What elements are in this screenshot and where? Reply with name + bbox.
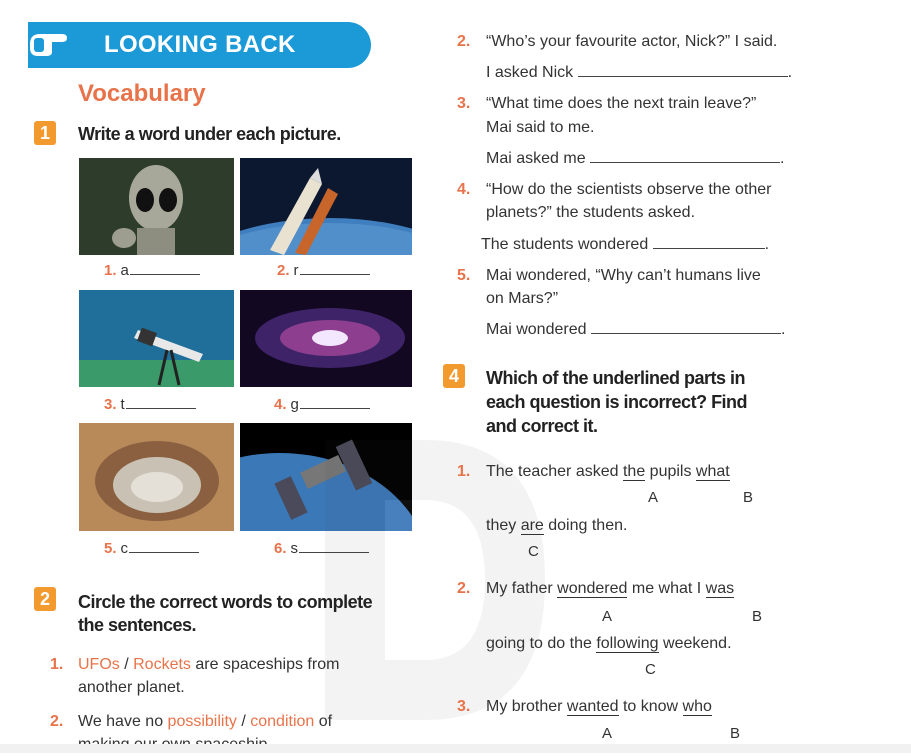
question-number: 2. bbox=[50, 713, 64, 730]
question-text: “How do the scientists observe the other bbox=[486, 181, 772, 198]
sentence-1: UFOs / Rockets are spaceships from bbox=[78, 656, 340, 673]
underlined-part-a[interactable]: the bbox=[622, 463, 646, 480]
exercise-instruction-line3: and correct it. bbox=[486, 416, 598, 436]
option-word[interactable]: condition bbox=[250, 713, 315, 730]
answer-blank[interactable] bbox=[130, 262, 200, 275]
question-number: 5. bbox=[457, 267, 471, 284]
answer-blank[interactable] bbox=[300, 396, 370, 409]
question-text-line2: they are doing then. bbox=[486, 517, 628, 534]
exercise-number: 4 bbox=[443, 364, 465, 388]
answer-item: 3. t bbox=[104, 396, 196, 413]
underlined-part-b[interactable]: who bbox=[682, 698, 712, 715]
underlined-part-a[interactable]: wondered bbox=[557, 580, 628, 597]
exercise-instruction-line2: the sentences. bbox=[78, 615, 197, 635]
underlined-part-b[interactable]: what bbox=[695, 463, 730, 480]
rocket-image bbox=[240, 158, 412, 255]
part-label-a: A bbox=[602, 608, 613, 625]
banner-title: LOOKING BACK bbox=[104, 31, 296, 58]
answer-item: 1. a bbox=[104, 262, 200, 279]
underlined-part-c[interactable]: following bbox=[596, 635, 659, 652]
question-number: 1. bbox=[457, 463, 471, 480]
question-text-line2: on Mars?” bbox=[486, 290, 559, 307]
question-number: 2. bbox=[457, 33, 471, 50]
exercise-instruction: Write a word under each picture. bbox=[78, 124, 341, 144]
question-number: 3. bbox=[457, 95, 471, 112]
exercise-number: 1 bbox=[34, 121, 56, 145]
answer-blank[interactable] bbox=[300, 262, 370, 275]
answer-blank[interactable] bbox=[591, 320, 781, 334]
question-number: 4. bbox=[457, 181, 471, 198]
answer-line: I asked Nick . bbox=[486, 64, 793, 81]
section-banner bbox=[28, 22, 371, 68]
question-text: “What time does the next train leave?” bbox=[486, 95, 757, 112]
answer-line: The students wondered . bbox=[481, 236, 770, 253]
question-text-line2: planets?” the students asked. bbox=[486, 204, 696, 221]
underlined-part-a[interactable]: wanted bbox=[566, 698, 619, 715]
sentence-2: We have no possibility / condition of bbox=[78, 713, 333, 730]
answer-blank[interactable] bbox=[653, 235, 765, 249]
answer-line: Mai asked me . bbox=[486, 150, 785, 167]
answer-item: 5. c bbox=[104, 540, 199, 557]
question-text: My father wondered me what I was bbox=[486, 580, 735, 597]
question-text: The teacher asked the pupils what bbox=[486, 463, 730, 480]
answer-blank[interactable] bbox=[129, 540, 199, 553]
part-label-c: C bbox=[528, 543, 539, 560]
option-word[interactable]: UFOs bbox=[78, 656, 120, 673]
section-heading: Vocabulary bbox=[78, 80, 206, 107]
exercise-instruction: Circle the correct words to complete bbox=[78, 592, 373, 612]
exercise-instruction: Which of the underlined parts in bbox=[486, 368, 746, 388]
part-label-a: A bbox=[648, 489, 659, 506]
question-number: 3. bbox=[457, 698, 471, 715]
crater-image bbox=[79, 423, 234, 531]
answer-item: 4. g bbox=[274, 396, 370, 413]
galaxy-image bbox=[240, 290, 412, 387]
alien-image bbox=[79, 158, 234, 255]
underlined-part-b[interactable]: was bbox=[705, 580, 735, 597]
question-text: My brother wanted to know who bbox=[486, 698, 712, 715]
answer-blank[interactable] bbox=[126, 396, 196, 409]
pointing-hand-icon bbox=[26, 26, 70, 62]
part-label-b: B bbox=[743, 489, 754, 506]
page-bottom-edge bbox=[0, 744, 911, 753]
telescope-image bbox=[79, 290, 234, 387]
question-text-line2: going to do the following weekend. bbox=[486, 635, 732, 652]
part-label-b: B bbox=[752, 608, 763, 625]
option-word[interactable]: possibility bbox=[167, 713, 237, 730]
question-text-line2: Mai said to me. bbox=[486, 119, 595, 136]
question-text: Mai wondered, “Why can’t humans live bbox=[486, 267, 761, 284]
option-word[interactable]: Rockets bbox=[133, 656, 191, 673]
answer-item: 6. s bbox=[274, 540, 369, 557]
answer-item: 2. r bbox=[277, 262, 370, 279]
answer-line: Mai wondered . bbox=[486, 321, 786, 338]
answer-blank[interactable] bbox=[590, 149, 780, 163]
part-label-a: A bbox=[602, 725, 613, 742]
question-number: 1. bbox=[50, 656, 64, 673]
sentence-1-line2: another planet. bbox=[78, 679, 185, 696]
answer-blank[interactable] bbox=[578, 63, 788, 77]
part-label-c: C bbox=[645, 661, 656, 678]
exercise-number: 2 bbox=[34, 587, 56, 611]
question-number: 2. bbox=[457, 580, 471, 597]
question-text: “Who’s your favourite actor, Nick?” I said. bbox=[486, 33, 778, 50]
exercise-instruction-line2: each question is incorrect? Find bbox=[486, 392, 748, 412]
part-label-b: B bbox=[730, 725, 741, 742]
underlined-part-c[interactable]: are bbox=[520, 517, 544, 534]
